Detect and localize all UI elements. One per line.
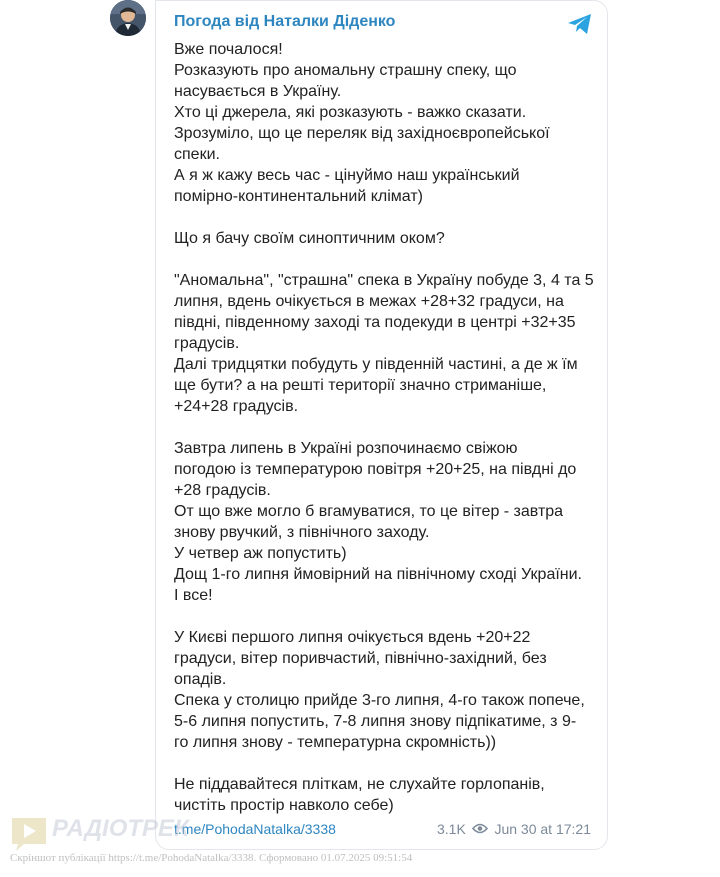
post-date[interactable]: Jun 30 at 17:21	[494, 821, 591, 837]
watermark-logo-text: РАДІОТРЕК	[52, 815, 189, 842]
post-line: Розказують про аномальну страшну спеку, що	[174, 62, 517, 79]
eye-icon	[472, 821, 488, 837]
post-line: помірно-континентальний клімат)	[174, 188, 423, 205]
post-line: Завтра липень в Україні розпочинаємо свіжою	[174, 440, 518, 457]
post-text	[174, 39, 599, 816]
post-line: Спека у столицю прийде 3-го липня, 4-го також попече,	[174, 692, 585, 709]
post-line: У четвер аж попустить)	[174, 545, 347, 562]
post-line: "Аномальна", "страшна" спека в Україну побуде 3, 4 та 5	[174, 272, 594, 289]
post-link[interactable]: t.me/PohodaNatalka/3338	[174, 821, 336, 837]
post-line: погодою із температурою повітря +20+25, на півдні до	[174, 461, 577, 478]
post-line: Зрозуміло, що це переляк від західноєвропейської	[174, 125, 550, 142]
post-line-gap	[174, 417, 599, 438]
post-line: Не піддавайтеся пліткам, не слухайте горлопанів,	[174, 776, 545, 793]
post-line: чистіть простір навколо себе)	[174, 797, 394, 814]
post-line: опадів.	[174, 671, 227, 688]
post-line: Вже почалося!	[174, 41, 283, 58]
post-line: градуси, вітер поривчастий, північно-західний, без	[174, 650, 547, 667]
post-line-gap	[174, 606, 599, 627]
post-line: півдні, південному заході та подекуди в центрі +32+35	[174, 314, 576, 331]
post-line: Далі тридцятки побудуть у південній частині, а де ж їм	[174, 356, 578, 373]
screenshot-footer: Скріншот публікації https://t.me/PohodaNatalka/3338. Сформовано 01.07.2025 09:51:54	[10, 852, 413, 864]
channel-avatar[interactable]	[110, 0, 146, 36]
post-line: У Києві першого липня очікується вдень +20+22	[174, 629, 531, 646]
watermark-logo	[10, 810, 189, 850]
post-line-gap	[174, 753, 599, 774]
post-line: Хто ці джерела, які розказують - важко сказати.	[174, 104, 527, 121]
post-line-gap	[174, 207, 599, 228]
post-line: градусів.	[174, 335, 240, 352]
post-line: 5-6 липня попустить, 7-8 липня знову підпікатиме, з 9-	[174, 713, 577, 730]
post-line: насувається в Україну.	[174, 83, 342, 100]
post-line: Що я бачу своїм синоптичним оком?	[174, 230, 445, 247]
post-line: А я ж кажу весь час - цінуймо наш український	[174, 167, 520, 184]
post-line: ще бути? а на решті території значно стриманіше,	[174, 377, 547, 394]
post-line: спеки.	[174, 146, 220, 163]
views-count: 3.1K	[437, 821, 466, 837]
post-line: Дощ 1-го липня ймовірний на північному сході України.	[174, 566, 582, 583]
telegram-icon[interactable]	[567, 13, 593, 35]
post-line: От що вже могло б вгамуватися, то це вітер - завтра	[174, 503, 564, 520]
post-line: +28 градусів.	[174, 482, 271, 499]
post-line: го липня знову - температурна скромність))	[174, 734, 497, 751]
post-card	[155, 0, 608, 850]
post-line: знову рвучкий, з північного заходу.	[174, 524, 430, 541]
post-line-gap	[174, 249, 599, 270]
channel-name-link[interactable]: Погода від Наталки Діденко	[174, 13, 396, 30]
views-counter	[437, 821, 488, 837]
post-line: +24+28 градусів.	[174, 398, 299, 415]
post-line: липня, вдень очікується в межах +28+32 градуси, на	[174, 293, 564, 310]
post-line: І все!	[174, 587, 213, 604]
